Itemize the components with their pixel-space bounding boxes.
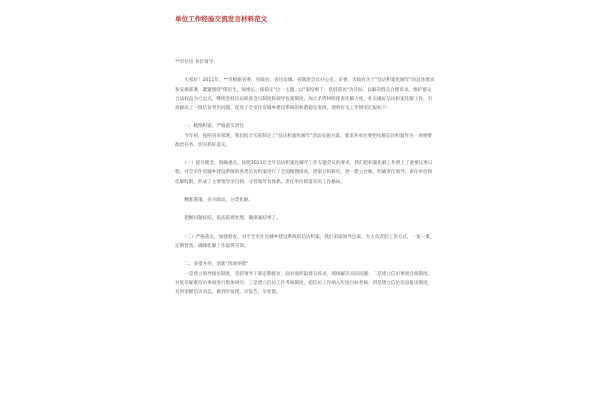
document-body: **市住房 各位领导： 大家好！2011年，**市根据省委、省政府、省住房城、省联席会议办公室、市委、市政府关于"信访积案化解年"的总体要求和安排部署，紧紧围绕"保民生、保增长、保稳定"这一主题，以"案结事了、息诉罢访"为目标，以解决群众合理诉求、维护群众合法权益为立足点，继续坚持信访联席会议制度和领导包案制度，加大矛盾纠纷排查化解力度，扎实做好信访积案化解工作，有效解决了一批信访突出问题，促进了全市住房城乡建设系统的和谐稳定发展。现将有关工作情况汇报如下： 一、梳理积案，严格落实责任 今年初，按照省市部署，我们结合实际制定了"信访积案化解年"活动实施方案，要求各单位要把化解信访积案作为一项重要政治任务，切实抓好落实。 （一）提升理念，明确重点。按照2011年全年信访积案化解年工作专题会议的要求，我们把积案化解工作摆上了重要议事日程，对全市住房城乡建设系统的各类信访积案进行了全面梳理排查，逐案分析研究，逐一建立台账，明确责任领导、责任单位和化解时限，形成了主要领导亲自抓、分管领导具体抓、责任单位抓落实的工作格局。 精准施策，多方联动，分类化解。 把握问题症结，依法依规处理，确保案结事了。 （三）严格落实，加强督查。对于全市住房城乡建设系统的信访积案，我们采取领导包案、专人负责的工作方式，一案一策，定期督查，确保化解工作取得实效。 二、多措并举，创新"四项举措" 一是建立领导接访制度，坚持领导干部定期接访，面对面听取群众诉求，现场解决实际问题；二是建立信访事项会商制度，对复杂疑难信访事项进行集体研究；三是建立信访工作考核制度，把信访工作纳入年度目标考核；四是建立信访信息报送制度，及时掌握信访动态，做到早发现、早报告、早处置。: [175, 60, 435, 296]
page-title: 单位工作经验交流发言材料范文: [175, 15, 268, 23]
